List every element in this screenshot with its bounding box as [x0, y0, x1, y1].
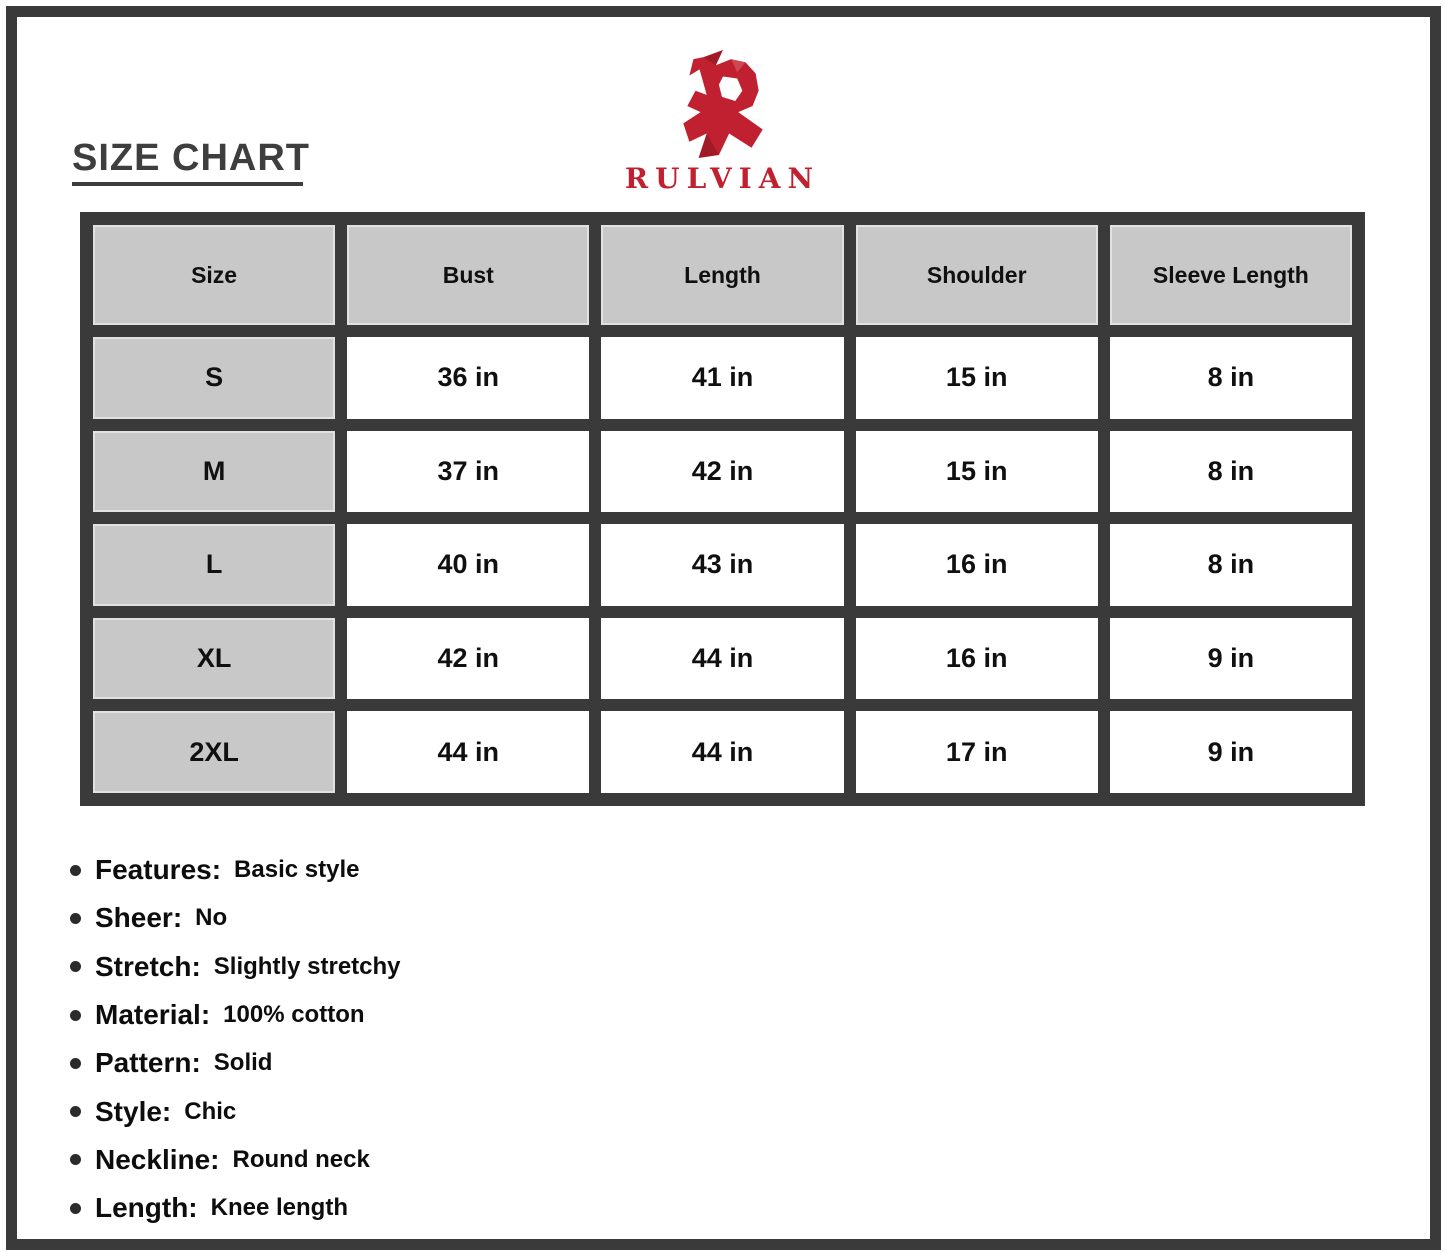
- detail-item: [70, 943, 401, 991]
- detail-item: [70, 991, 401, 1039]
- detail-value: Chic: [184, 1097, 237, 1125]
- brand-logo: [0, 0, 1445, 195]
- bullet-icon: [70, 913, 81, 924]
- measurement-cell: 41 in: [601, 337, 843, 419]
- measurement-cell: 17 in: [856, 711, 1098, 793]
- bullet-icon: [70, 1154, 81, 1165]
- size-table: [80, 212, 1365, 806]
- detail-label: Sheer:: [95, 902, 183, 934]
- size-cell: XL: [93, 618, 335, 700]
- measurement-cell: 44 in: [601, 711, 843, 793]
- bullet-icon: [70, 1106, 81, 1117]
- detail-value: 100% cotton: [223, 1001, 365, 1029]
- size-cell: S: [93, 337, 335, 419]
- angular-r-monogram-icon: [676, 50, 770, 158]
- detail-value: Round neck: [232, 1145, 370, 1173]
- bullet-icon: [70, 1058, 81, 1069]
- measurement-cell: 9 in: [1110, 711, 1352, 793]
- measurement-cell: 9 in: [1110, 618, 1352, 700]
- brand-name: RULVIAN: [624, 162, 821, 195]
- detail-value: Basic style: [234, 856, 360, 884]
- detail-value: No: [195, 904, 228, 932]
- measurement-cell: 16 in: [856, 618, 1098, 700]
- detail-item: [70, 1184, 401, 1232]
- detail-item: [70, 1087, 401, 1135]
- measurement-cell: 44 in: [601, 618, 843, 700]
- detail-label: Style:: [95, 1095, 172, 1127]
- bullet-icon: [70, 1010, 81, 1021]
- detail-item: [70, 894, 401, 942]
- measurement-cell: 44 in: [347, 711, 589, 793]
- detail-label: Neckline:: [95, 1143, 220, 1175]
- measurement-cell: 8 in: [1110, 524, 1352, 606]
- size-cell: L: [93, 524, 335, 606]
- measurement-cell: 37 in: [347, 431, 589, 513]
- measurement-cell: 40 in: [347, 524, 589, 606]
- detail-label: Length:: [95, 1192, 198, 1224]
- bullet-icon: [70, 961, 81, 972]
- detail-item: [70, 846, 401, 894]
- details-list: [70, 846, 401, 1232]
- measurement-cell: 42 in: [601, 431, 843, 513]
- detail-value: Solid: [213, 1049, 273, 1077]
- column-header: Sleeve Length: [1110, 225, 1352, 325]
- column-header: Length: [601, 225, 843, 325]
- measurement-cell: 36 in: [347, 337, 589, 419]
- bullet-icon: [70, 1203, 81, 1214]
- page-title: SIZE CHART: [72, 137, 310, 180]
- measurement-cell: 42 in: [347, 618, 589, 700]
- measurement-cell: 8 in: [1110, 337, 1352, 419]
- size-cell: 2XL: [93, 711, 335, 793]
- column-header: Shoulder: [856, 225, 1098, 325]
- detail-item: [70, 1039, 401, 1087]
- column-header: Size: [93, 225, 335, 325]
- column-header: Bust: [347, 225, 589, 325]
- measurement-cell: 8 in: [1110, 431, 1352, 513]
- measurement-cell: 15 in: [856, 337, 1098, 419]
- detail-item: [70, 1136, 401, 1184]
- bullet-icon: [70, 865, 81, 876]
- detail-label: Pattern:: [95, 1047, 201, 1079]
- detail-value: Knee length: [210, 1194, 348, 1222]
- size-cell: M: [93, 431, 335, 513]
- measurement-cell: 15 in: [856, 431, 1098, 513]
- detail-label: Features:: [95, 854, 222, 886]
- detail-value: Slightly stretchy: [213, 952, 401, 980]
- detail-label: Stretch:: [95, 950, 201, 982]
- detail-label: Material:: [95, 999, 211, 1031]
- measurement-cell: 16 in: [856, 524, 1098, 606]
- measurement-cell: 43 in: [601, 524, 843, 606]
